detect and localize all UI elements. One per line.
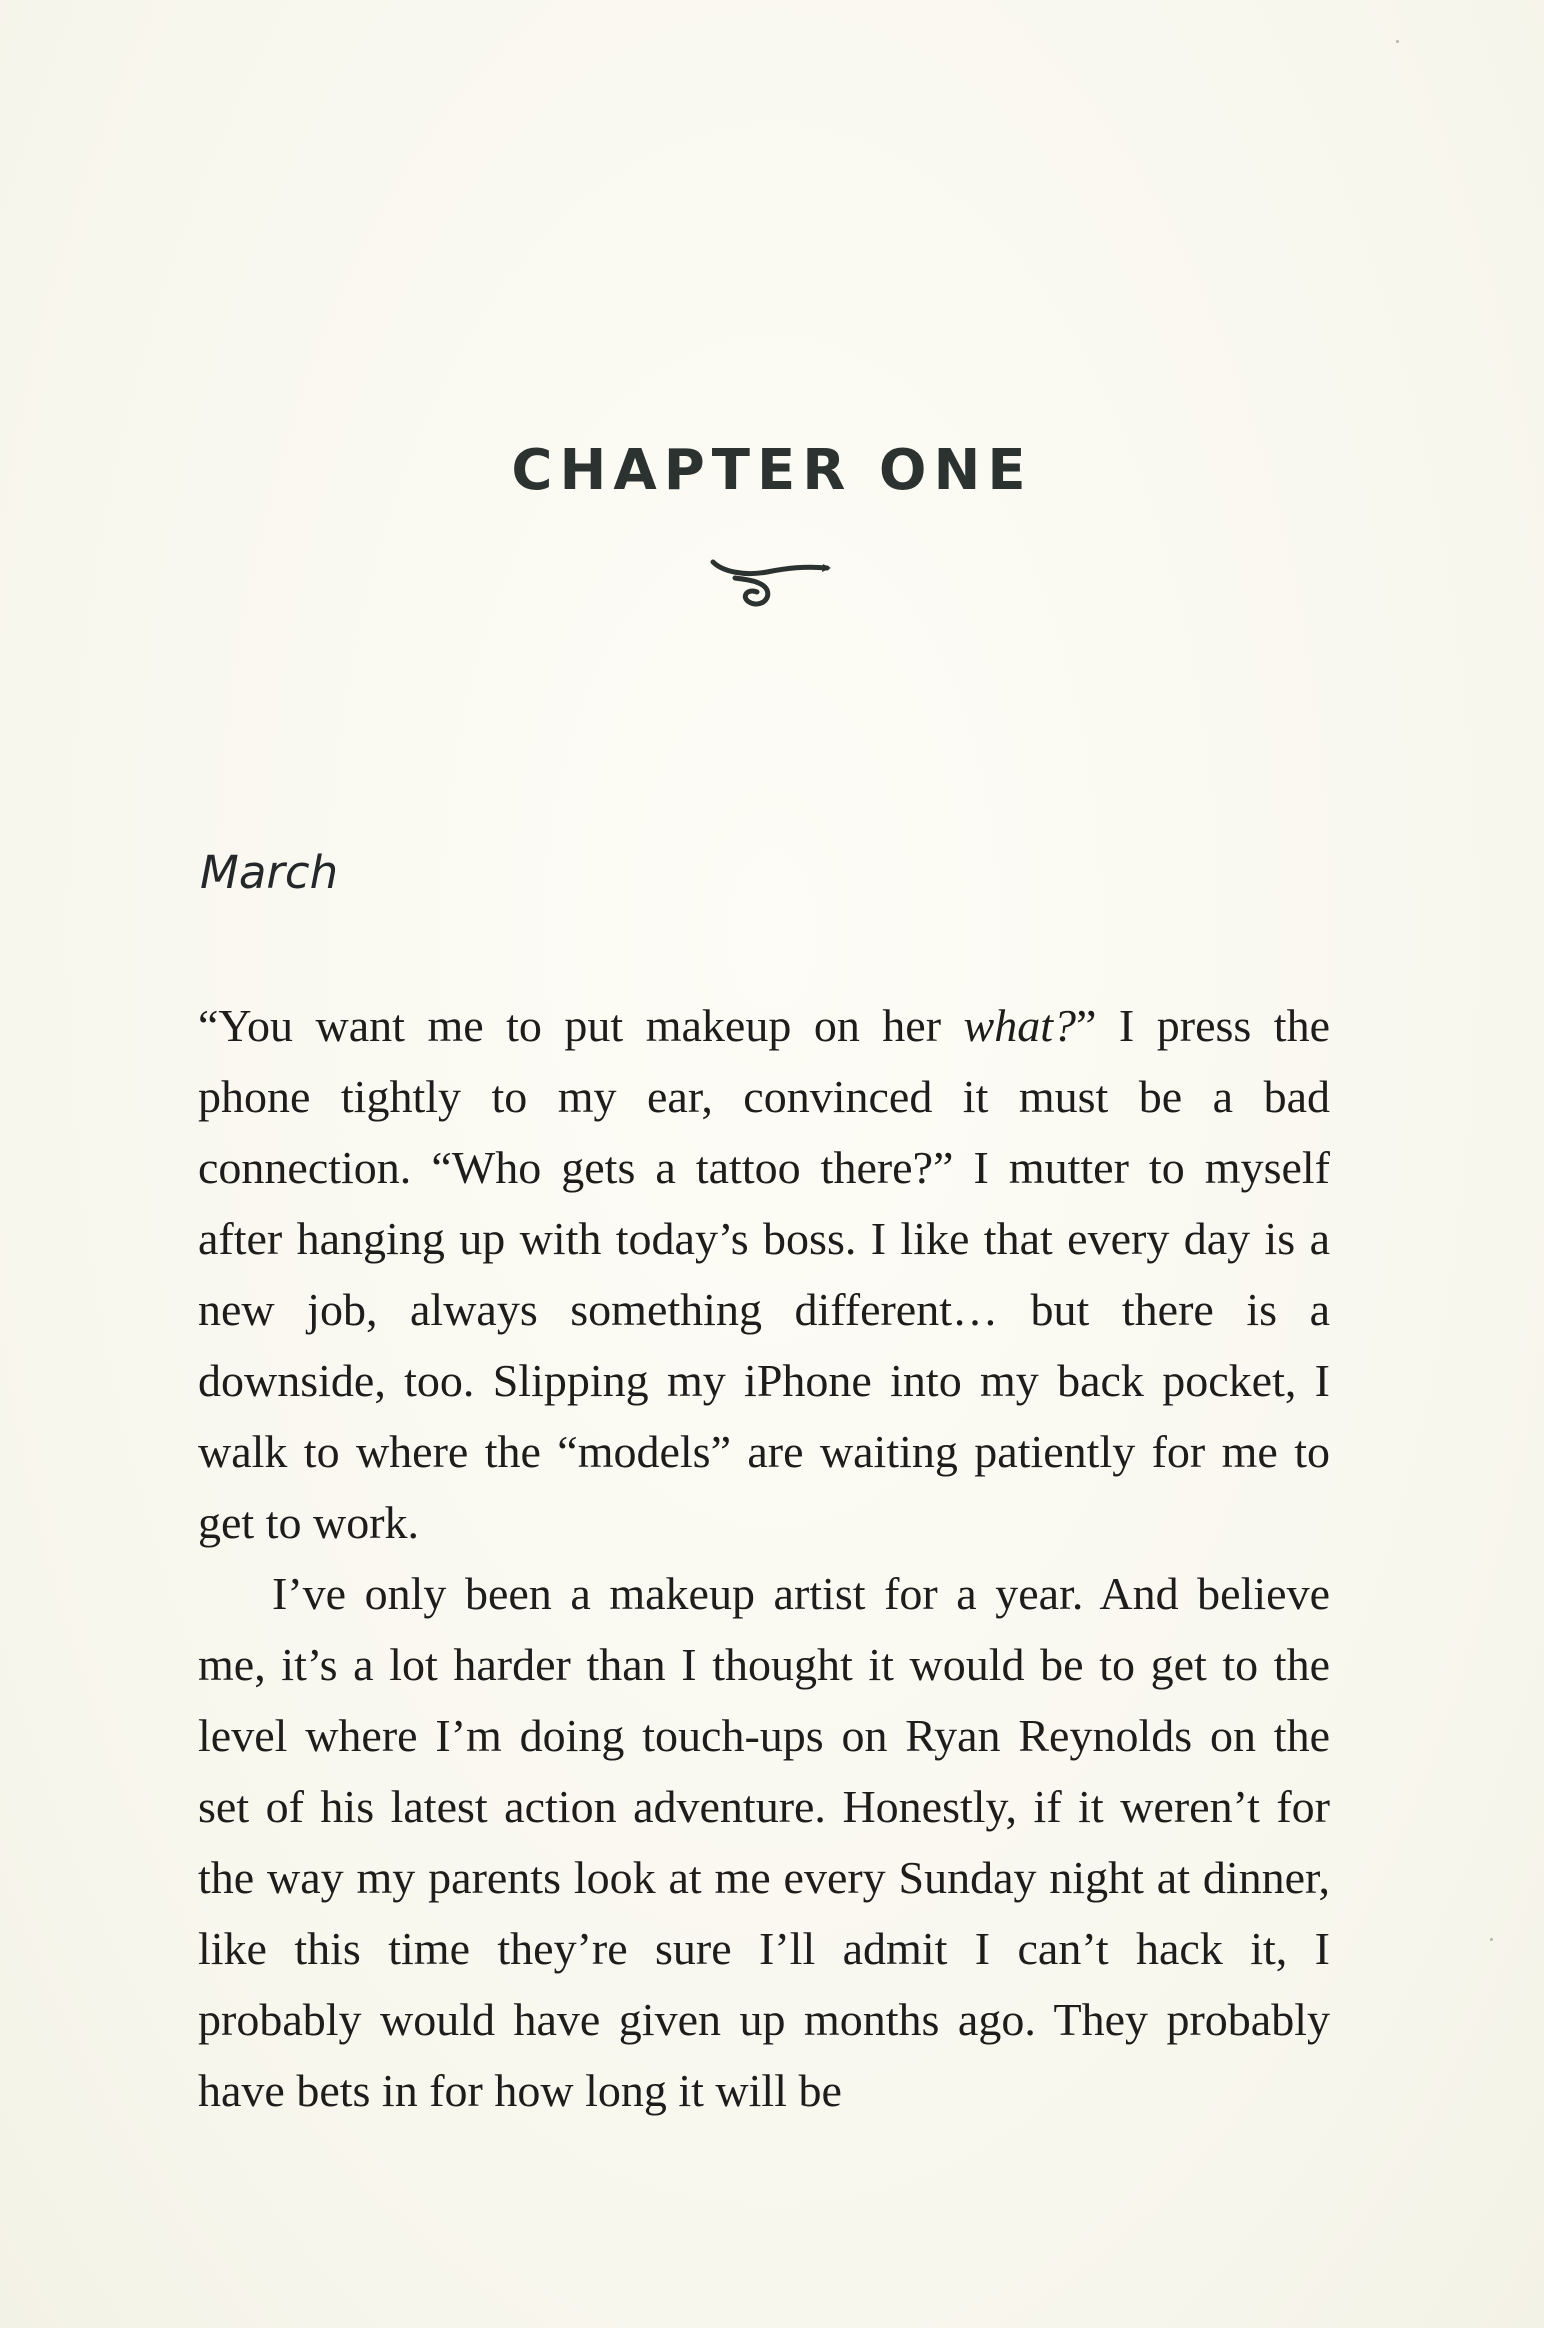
- paragraph-1-continuation: ” I press the phone tightly to my ear, convinced it must be a bad connection. “Who gets a tattoo there?” I mutter to myself after hanging up with today’s boss. I like that every day is a new job, always something different… but there is a downside, too. Slipping my iPhone into my back pocket, I walk to where the “models” are waiting patiently for me to get to work.: [198, 1000, 1330, 1548]
- paper-speck: [1490, 1938, 1493, 1941]
- section-month-heading: March: [200, 846, 339, 899]
- paragraph-1-opening: “You want me to put makeup on her: [198, 1000, 964, 1051]
- chapter-title: CHAPTER ONE: [511, 438, 1033, 503]
- chapter-body-text: [198, 990, 1330, 2126]
- paragraph-1-italic-word: what?: [963, 1000, 1077, 1051]
- scroll-flourish-icon: [705, 548, 835, 618]
- paragraph-2: I’ve only been a makeup artist for a year. And believe me, it’s a lot harder than I thought it would be to get to the level where I’m doing touch-ups on Ryan Reynolds on the set of his latest action adventure. Honestly, if it weren’t for the way my parents look at me every Sunday night at dinner, like this time they’re sure I’ll admit I can’t hack it, I probably would have given up months ago. They probably have bets in for how long it will be: [198, 1568, 1330, 2116]
- paragraph-1: [198, 990, 1330, 1558]
- paper-speck: [1396, 40, 1399, 43]
